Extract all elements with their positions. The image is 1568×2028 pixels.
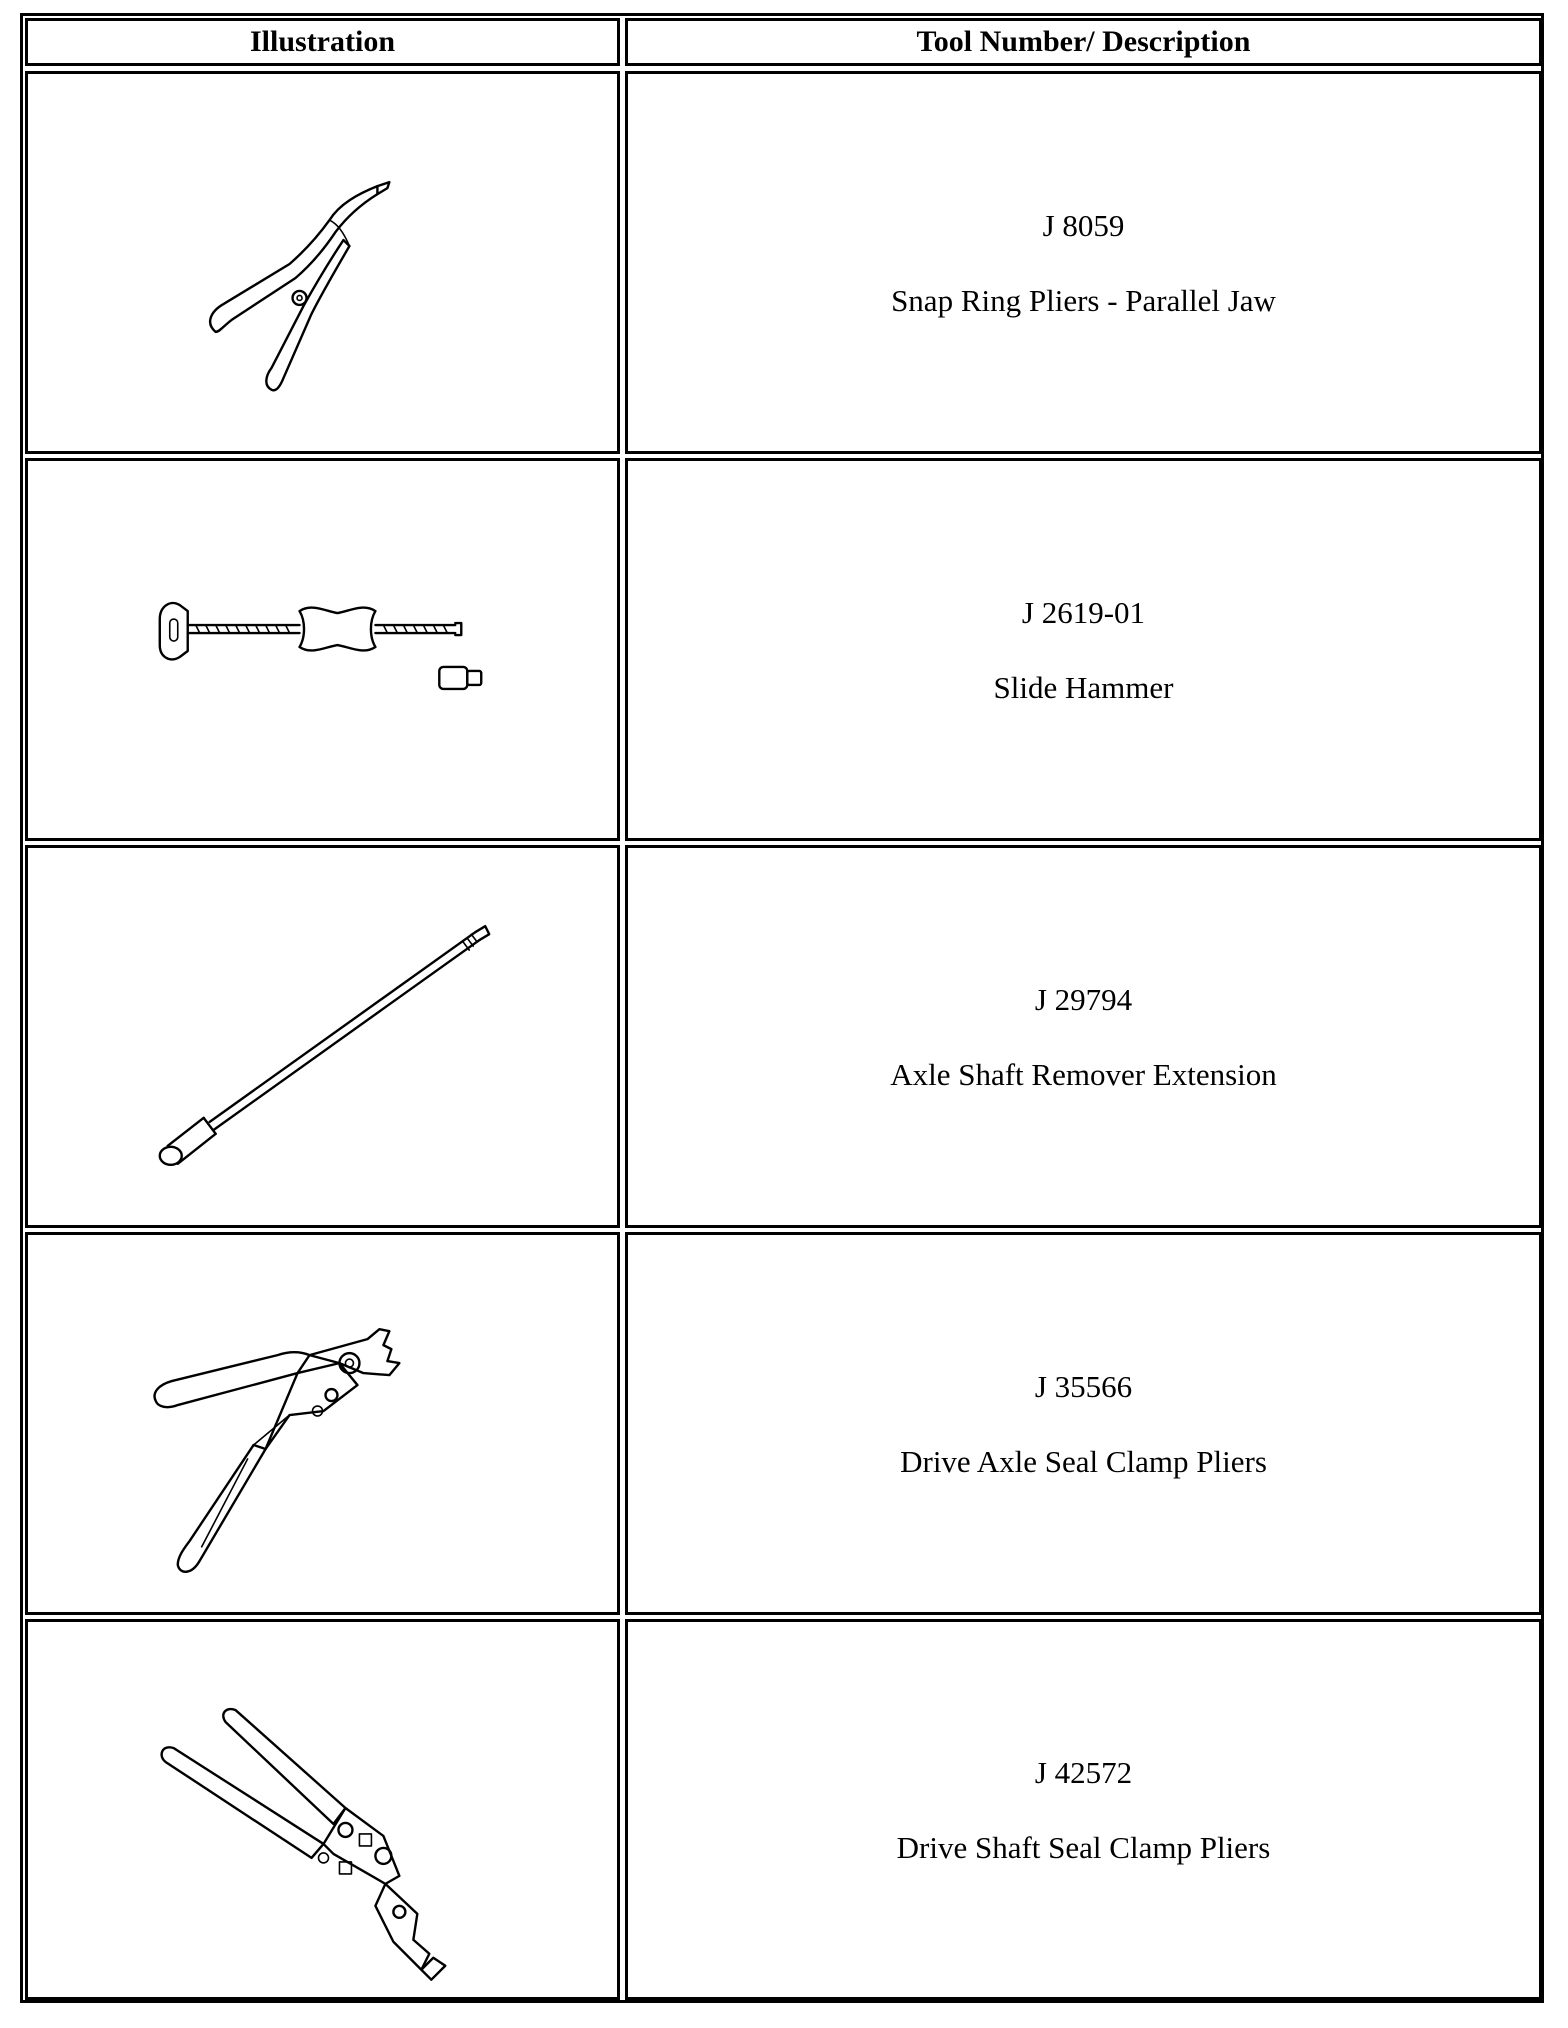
tool-number: J 42572 bbox=[1034, 1754, 1133, 1790]
header-tool-label: Tool Number/ Description bbox=[916, 25, 1251, 58]
description-cell bbox=[625, 1232, 1542, 1615]
illustration-cell bbox=[25, 1232, 620, 1615]
tool-description: Snap Ring Pliers - Parallel Jaw bbox=[891, 282, 1276, 318]
illustration-cell bbox=[25, 845, 620, 1228]
tool-number: J 29794 bbox=[1034, 981, 1133, 1017]
header-illustration-label: Illustration bbox=[249, 25, 396, 58]
tool-number: J 8059 bbox=[1042, 207, 1125, 243]
seal-clamp-pliers-icon bbox=[28, 1235, 617, 1613]
tool-description: Drive Shaft Seal Clamp Pliers bbox=[896, 1829, 1271, 1865]
tool-number: J 2619-01 bbox=[1021, 594, 1146, 630]
tool-description: Drive Axle Seal Clamp Pliers bbox=[900, 1443, 1267, 1479]
header-tool bbox=[625, 18, 1542, 66]
shaft-clamp-pliers-icon bbox=[28, 1622, 617, 1998]
illustration-cell bbox=[25, 1619, 620, 2000]
illustration-cell bbox=[25, 458, 620, 841]
description-cell bbox=[625, 845, 1542, 1228]
axle-shaft-extension-icon bbox=[28, 848, 617, 1226]
description-cell bbox=[625, 458, 1542, 841]
illustration-cell bbox=[25, 71, 620, 454]
description-cell bbox=[625, 71, 1542, 454]
tool-description: Slide Hammer bbox=[993, 669, 1174, 705]
header-illustration bbox=[25, 18, 620, 66]
tool-number: J 35566 bbox=[1034, 1368, 1133, 1404]
special-tools-table bbox=[20, 13, 1544, 2003]
description-cell bbox=[625, 1619, 1542, 2000]
snap-ring-pliers-icon bbox=[28, 74, 617, 452]
tool-description: Axle Shaft Remover Extension bbox=[890, 1056, 1277, 1092]
slide-hammer-icon bbox=[28, 461, 617, 839]
